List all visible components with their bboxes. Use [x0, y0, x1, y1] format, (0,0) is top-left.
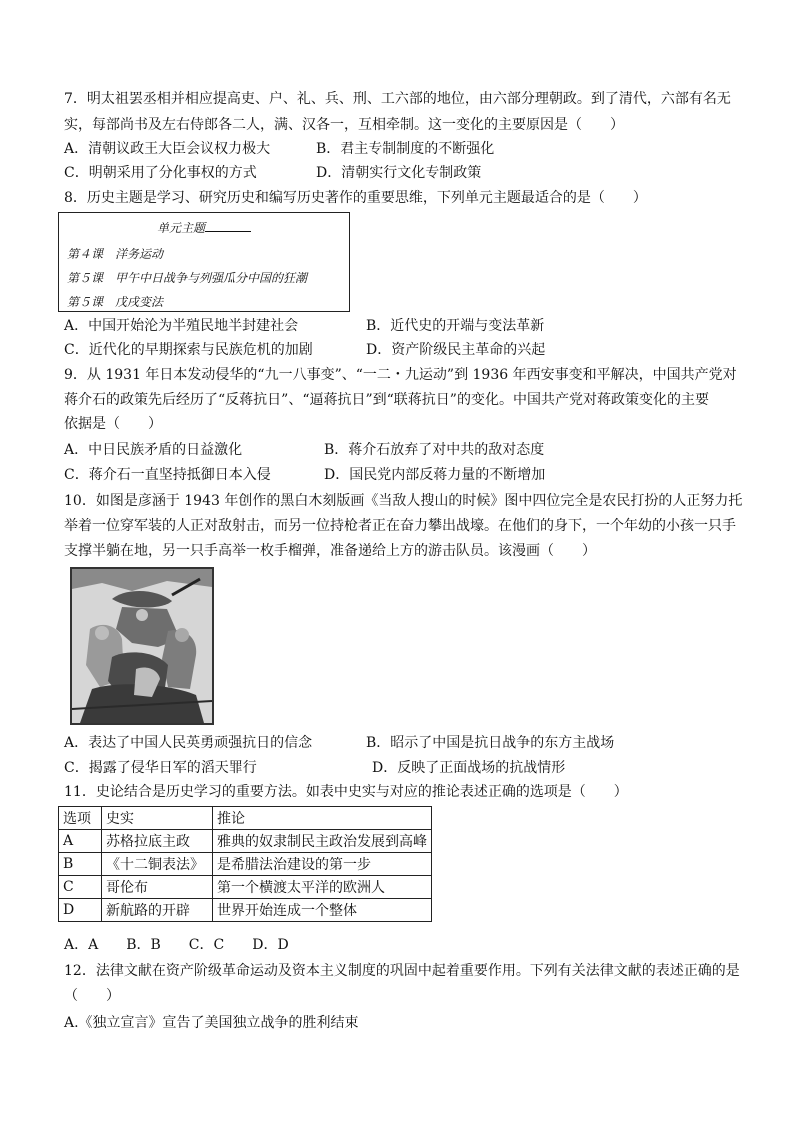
- q8-option-a: A．中国开始沦为半殖民地半封建社会: [64, 318, 299, 334]
- q7-option-a: A．清朝议政王大臣会议权力极大: [64, 141, 271, 157]
- q10-option-d: D．反映了正面战场的抗战情形: [372, 760, 566, 776]
- q12-stem-line1: 12．法律文献在资产阶级革命运动及资本主义制度的巩固中起着重要作用。下列有关法律文献的表述正确的是: [64, 963, 740, 979]
- table-cell: A: [59, 830, 102, 853]
- table-cell: D: [59, 899, 102, 922]
- q9-stem-line2: 蒋介石的政策先后经历了“反蒋抗日”、“逼蒋抗日”到“联蒋抗日”的变化。中国共产党对蒋政策变化的主要: [64, 392, 709, 408]
- table-cell: 哥伦布: [102, 876, 213, 899]
- q8-option-c: C．近代化的早期探索与民族危机的加剧: [64, 342, 313, 358]
- q10-option-b: B．昭示了中国是抗日战争的东方主战场: [366, 735, 615, 751]
- table-header-cell: 选项: [59, 807, 102, 830]
- q9-option-b: B．蒋介石放弃了对中共的敌对态度: [324, 442, 545, 458]
- table-cell: C: [59, 876, 102, 899]
- table-cell: 是希腊法治建设的第一步: [213, 853, 432, 876]
- q9-option-a: A．中日民族矛盾的日益激化: [64, 442, 243, 458]
- q7-option-c: C．明朝采用了分化事权的方式: [64, 165, 257, 181]
- woodcut-print-image: [70, 567, 214, 725]
- q11-options: A．A B．B C．C D．D: [64, 937, 289, 953]
- table-cell: 雅典的奴隶制民主政治发展到高峰: [213, 830, 432, 853]
- history-table: [58, 806, 432, 922]
- unit-theme-box: [58, 212, 350, 312]
- q9-option-d: D．国民党内部反蒋力量的不断增加: [324, 467, 546, 483]
- q9-stem-line1: 9．从 1931 年日本发动侵华的“九一八事变”、“一二・九运动”到 1936 年西安事变和平解决，中国共产党对: [64, 367, 737, 383]
- q10-stem-line3: 支撑半躺在地，另一只手高举一枚手榴弹，准备递给上方的游击队员。该漫画（ ）: [64, 543, 596, 559]
- table-row: [59, 876, 432, 899]
- table-row: [59, 830, 432, 853]
- q12-option-a: A.《独立宣言》宣告了美国独立战争的胜利结束: [64, 1015, 359, 1031]
- q10-option-c: C．揭露了侵华日军的滔天罪行: [64, 760, 257, 776]
- table-row: [59, 899, 432, 922]
- table-cell: 苏格拉底主政: [102, 830, 213, 853]
- q11-stem: 11．史论结合是历史学习的重要方法。如表中史实与对应的推论表述正确的选项是（ ）: [64, 784, 628, 800]
- table-cell: 世界开始连成一个整体: [213, 899, 432, 922]
- table-header-cell: 史实: [102, 807, 213, 830]
- q8-option-d: D．资产阶级民主革命的兴起: [366, 342, 546, 358]
- q7-option-b: B．君主专制制度的不断强化: [316, 141, 495, 157]
- unit-lesson-row: 第５课 甲午中日战争与列强瓜分中国的狂潮: [67, 271, 308, 285]
- q12-stem-line2: （ ）: [64, 988, 120, 1004]
- table-header-row: [59, 807, 432, 830]
- table-cell: B: [59, 853, 102, 876]
- q8-option-b: B．近代史的开端与变法革新: [366, 318, 545, 334]
- q7-option-d: D．清朝实行文化专制政策: [316, 165, 482, 181]
- unit-theme-title: 单元主题: [59, 219, 349, 236]
- unit-lesson-row: 第４课 洋务运动: [67, 247, 164, 261]
- unit-lesson-row: 第５课 戊戌变法: [67, 295, 164, 309]
- table-row: [59, 853, 432, 876]
- q7-stem-line1: 7．明太祖罢丞相并相应提高吏、户、礼、兵、刑、工六部的地位，由六部分理朝政。到了清代，六部有名无: [64, 91, 731, 107]
- q8-stem: 8．历史主题是学习、研究历史和编写历史著作的重要思维，下列单元主题最适合的是（ ）: [64, 190, 647, 206]
- q9-option-c: C．蒋介石一直坚持抵御日本入侵: [64, 467, 271, 483]
- table-cell: 《十二铜表法》: [102, 853, 213, 876]
- q10-stem-line2: 举着一位穿军装的人正对敌射击，而另一位持枪者正在奋力攀出战壕。在他们的身下，一个年幼的小孩一只手: [64, 518, 736, 534]
- q10-stem-line1: 10．如图是彦涵于 1943 年创作的黑白木刻版画《当敌人搜山的时候》图中四位完全是农民打扮的人正努力托: [64, 493, 743, 509]
- q9-stem-line3: 依据是（ ）: [64, 416, 162, 432]
- q7-stem-line2: 实，每部尚书及左右侍郎各二人，满、汉各一，互相牵制。这一变化的主要原因是（ ）: [64, 117, 624, 133]
- q10-option-a: A．表达了中国人民英勇顽强抗日的信念: [64, 735, 313, 751]
- table-header-cell: 推论: [213, 807, 432, 830]
- table-cell: 新航路的开辟: [102, 899, 213, 922]
- table-cell: 第一个横渡太平洋的欧洲人: [213, 876, 432, 899]
